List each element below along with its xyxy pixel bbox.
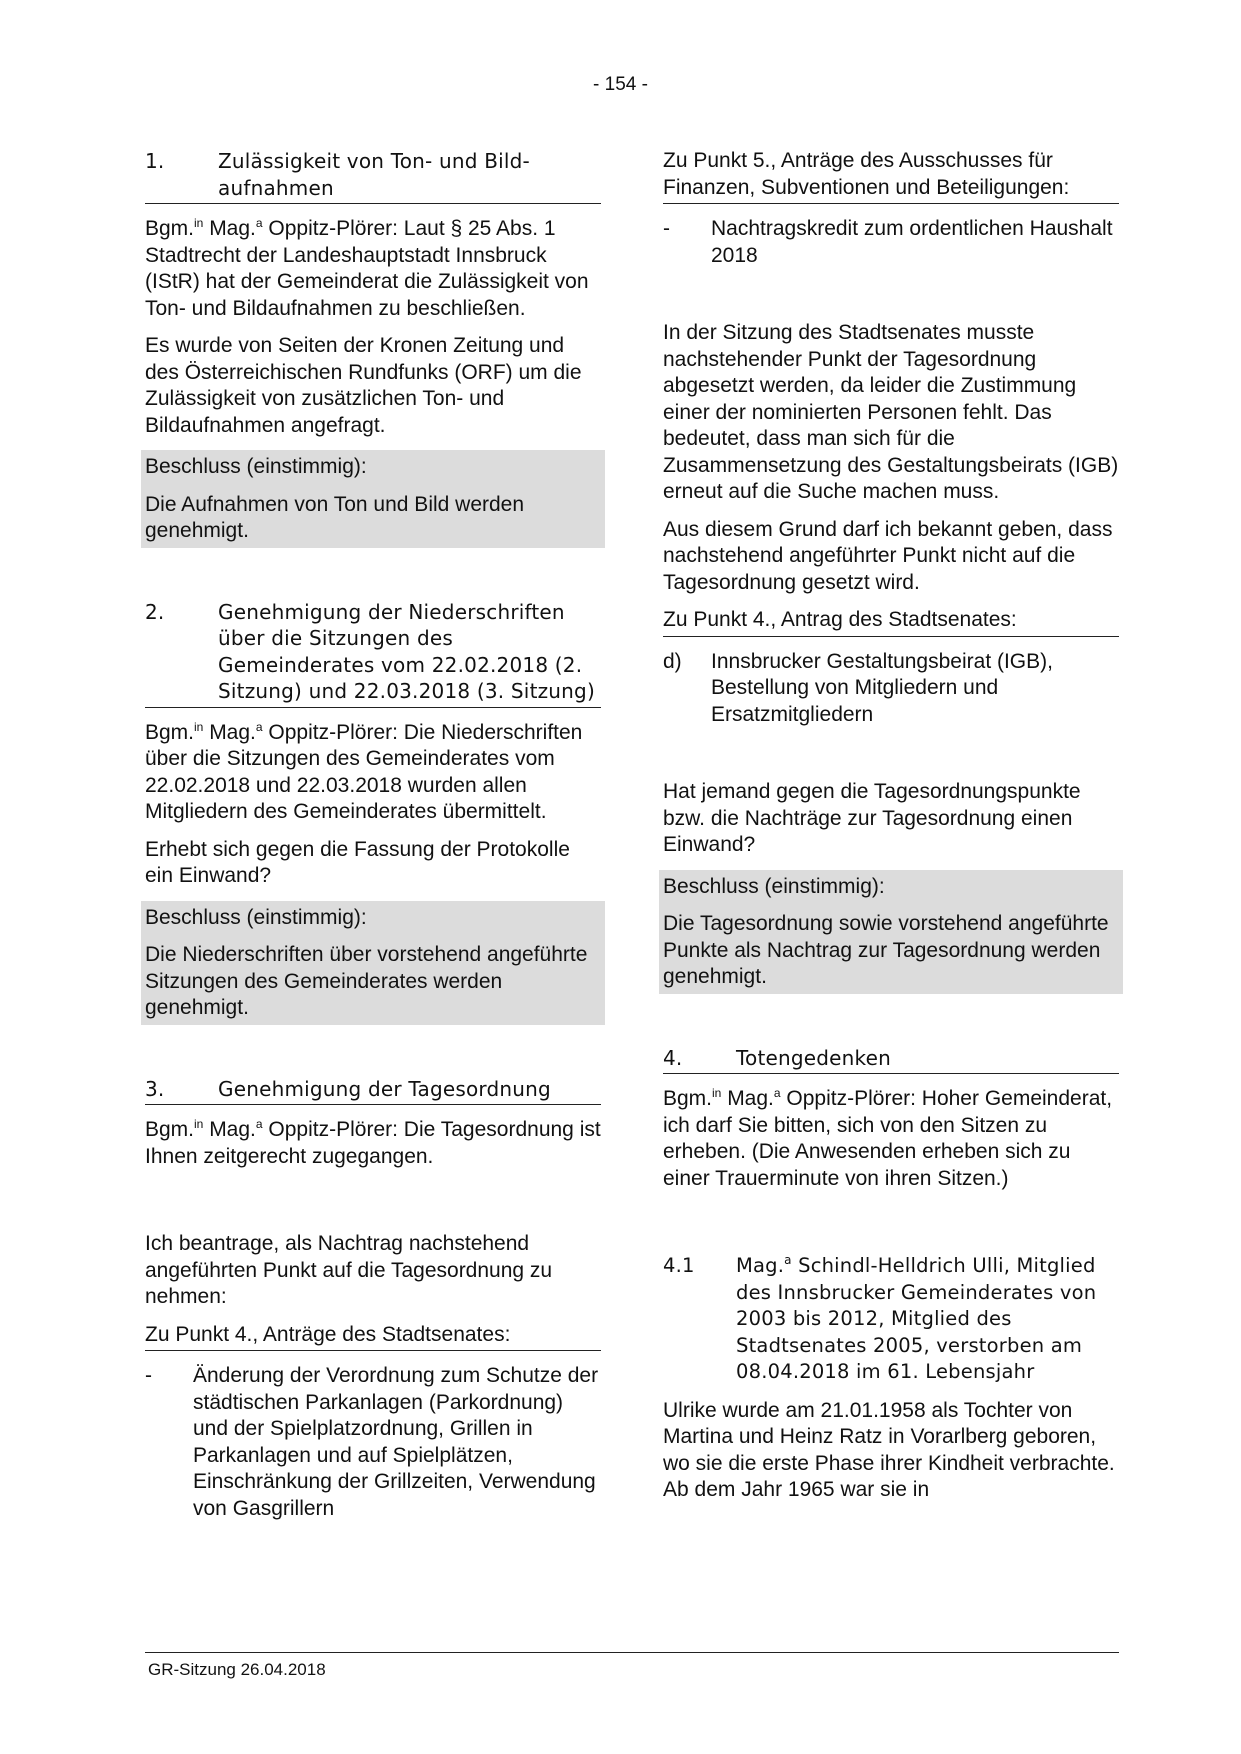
paragraph: Aus diesem Grund darf ich bekannt geben, dass nachstehend angeführter Punkt nicht auf die Tagesordnung gesetzt wird. bbox=[663, 517, 1113, 594]
section-title: Genehmigung der Tagesordnung bbox=[218, 1076, 551, 1101]
paragraph: Ulrike wurde am 21.01.1958 als Tochter von Martina und Heinz Ratz in Vorarlberg geboren, wo sie die erste Phase ihrer Kindheit verbrachte. Ab dem Jahr 1965 war sie in bbox=[663, 1398, 1115, 1501]
list-item-text: Änderung der Verordnung zum Schutze der städtischen Parkanlagen (Parkordnung) und der Spielplatzordnung, Grillen in Parkanlagen und auf Spielplätzen, Einschränkung der Grillzeiten, Verwendung von Gasgrillern bbox=[193, 1364, 599, 1520]
section-4-heading bbox=[663, 1045, 1119, 1075]
list-item bbox=[663, 216, 1119, 269]
agenda-subheading: Zu Punkt 4., Antrag des Stadtsenates: bbox=[663, 607, 1119, 637]
speaker-paragraph bbox=[663, 1086, 1119, 1192]
speaker-title: Mag. bbox=[721, 1087, 774, 1110]
superscript: in bbox=[194, 1117, 204, 1131]
speaker-title: Bgm. bbox=[145, 1118, 195, 1141]
speaker-title: Mag. bbox=[203, 1118, 256, 1141]
decision-text: Die Tagesordnung sowie vorstehend angeführte Punkte als Nachtrag zur Tagesordnung werden genehmigt. bbox=[663, 912, 1109, 988]
decision-label: Beschluss (einstimmig): bbox=[145, 455, 367, 478]
paragraph: Es wurde von Seiten der Kronen Zeitung und des Österreichischen Rundfunks (ORF) um die Zulässigkeit von zusätzlichen Ton- und Bildaufnahmen angefragt. bbox=[145, 334, 582, 437]
list-marker: - bbox=[145, 1364, 152, 1387]
superscript: a bbox=[255, 216, 263, 230]
decision-box bbox=[141, 450, 605, 548]
speaker-paragraph bbox=[145, 720, 601, 826]
speaker-title: Bgm. bbox=[663, 1087, 713, 1110]
paragraph: Erhebt sich gegen die Fassung der Protokolle ein Einwand? bbox=[145, 837, 570, 887]
speaker-title: Mag. bbox=[203, 217, 256, 240]
decision-label: Beschluss (einstimmig): bbox=[145, 905, 367, 929]
list-item-text: Nachtragskredit zum ordentlichen Haushalt 2018 bbox=[711, 217, 1113, 267]
decision-text: Die Aufnahmen von Ton und Bild werden genehmigt. bbox=[145, 492, 525, 542]
superscript: a bbox=[255, 719, 263, 734]
superscript: a bbox=[773, 1086, 781, 1100]
list-item-text: Innsbrucker Gestaltungsbeirat (IGB), Bestellung von Mitgliedern und Ersatzmitgliedern bbox=[711, 649, 1053, 726]
right-column bbox=[663, 148, 1119, 1515]
section-number: 4. bbox=[663, 1045, 683, 1070]
obituary-title bbox=[736, 1253, 1119, 1386]
left-column bbox=[145, 148, 601, 1533]
decision-text: Die Niederschriften über vorstehend angeführte Sitzungen des Gemeinderates werden genehmigt. bbox=[145, 943, 588, 1019]
section-1-heading bbox=[145, 148, 601, 204]
decision-box bbox=[141, 901, 605, 1025]
list-item bbox=[145, 1363, 601, 1522]
paragraph: In der Sitzung des Stadtsenates musste nachstehender Punkt der Tagesordnung abgesetzt werden, da leider die Zustimmung einer der nominierten Personen fehlt. Das bedeutet, dass man sich für die Zusammensetzung des Gestaltungsbeirats (IGB) erneut auf die Suche machen muss. bbox=[663, 321, 1119, 503]
list-marker: d) bbox=[663, 649, 682, 673]
superscript: in bbox=[194, 719, 204, 734]
speaker-title: Bgm. bbox=[145, 720, 195, 744]
agenda-subheading: Zu Punkt 5., Anträge des Ausschusses für Finanzen, Subventionen und Beteiligungen: bbox=[663, 148, 1119, 204]
section-title: Genehmigung der Niederschriften über die Sitzungen des Gemeinderates vom 22.02.2018 (2. Sitzung) und 22.03.2018 (3. Sitzung) bbox=[218, 599, 595, 703]
page-number: - 154 - bbox=[593, 74, 648, 95]
superscript: a bbox=[255, 1117, 263, 1131]
section-number: 1. bbox=[145, 149, 165, 173]
superscript: a bbox=[784, 1253, 792, 1267]
paragraph-text: Oppitz-Plörer: Die Tagesordnung ist Ihnen zeitgerecht zugegangen. bbox=[145, 1118, 601, 1168]
paragraph: Hat jemand gegen die Tagesordnungspunkte bzw. die Nachträge zur Tagesordnung einen Einwand? bbox=[663, 780, 1081, 856]
superscript: in bbox=[712, 1086, 722, 1100]
section-number: 3. bbox=[145, 1076, 165, 1101]
speaker-title: Bgm. bbox=[145, 217, 195, 240]
speaker-paragraph bbox=[145, 1117, 601, 1170]
paragraph: Ich beantrage, als Nachtrag nachstehend angeführten Punkt auf die Tagesordnung zu nehmen: bbox=[145, 1232, 553, 1308]
paragraph-text: Oppitz-Plörer: Die Niederschriften über die Sitzungen des Gemeinderates vom 22.02.2018 und 22.03.2018 wurden allen Mitgliedern des Gemeinderates übermittelt. bbox=[145, 720, 583, 823]
section-title: Zulässigkeit von Ton- und Bild-aufnahmen bbox=[218, 149, 530, 200]
section-3-heading bbox=[145, 1076, 601, 1106]
footer-divider bbox=[145, 1652, 1119, 1653]
list-item bbox=[663, 649, 1119, 729]
title-prefix: Mag. bbox=[736, 1254, 785, 1277]
speaker-title: Mag. bbox=[203, 720, 256, 744]
decision-label: Beschluss (einstimmig): bbox=[663, 874, 885, 898]
paragraph-text: Oppitz-Plörer: Hoher Gemeinderat, ich darf Sie bitten, sich von den Sitzen zu erheben. (Die Anwesenden erheben sich zu einer Trauerminute von ihren Sitzen.) bbox=[663, 1087, 1113, 1190]
paragraph-text: Oppitz-Plörer: Laut § 25 Abs. 1 Stadtrecht der Landeshauptstadt Innsbruck (IStR) hat der Gemeinderat die Zulässigkeit von Ton- und Bildaufnahmen zu beschließen. bbox=[145, 217, 589, 320]
footer: GR-Sitzung 26.04.2018 bbox=[148, 1660, 326, 1679]
agenda-subheading: Zu Punkt 4., Anträge des Stadtsenates: bbox=[145, 1322, 601, 1352]
superscript: in bbox=[194, 216, 204, 230]
obituary-text: Schindl-Helldrich Ulli, Mitglied des Innsbrucker Gemeinderates von 2003 bis 2012, Mitglied des Stadtsenates 2005, verstorben am 08.04.2018 im 61. Lebensjahr bbox=[736, 1254, 1097, 1383]
list-marker: - bbox=[663, 217, 670, 240]
section-title: Totengedenken bbox=[736, 1045, 892, 1070]
section-number: 2. bbox=[145, 599, 165, 624]
section-number: 4.1 bbox=[663, 1254, 695, 1277]
section-2-heading bbox=[145, 599, 601, 708]
obituary-heading bbox=[663, 1253, 1119, 1386]
speaker-paragraph bbox=[145, 216, 601, 322]
decision-box bbox=[659, 870, 1123, 994]
